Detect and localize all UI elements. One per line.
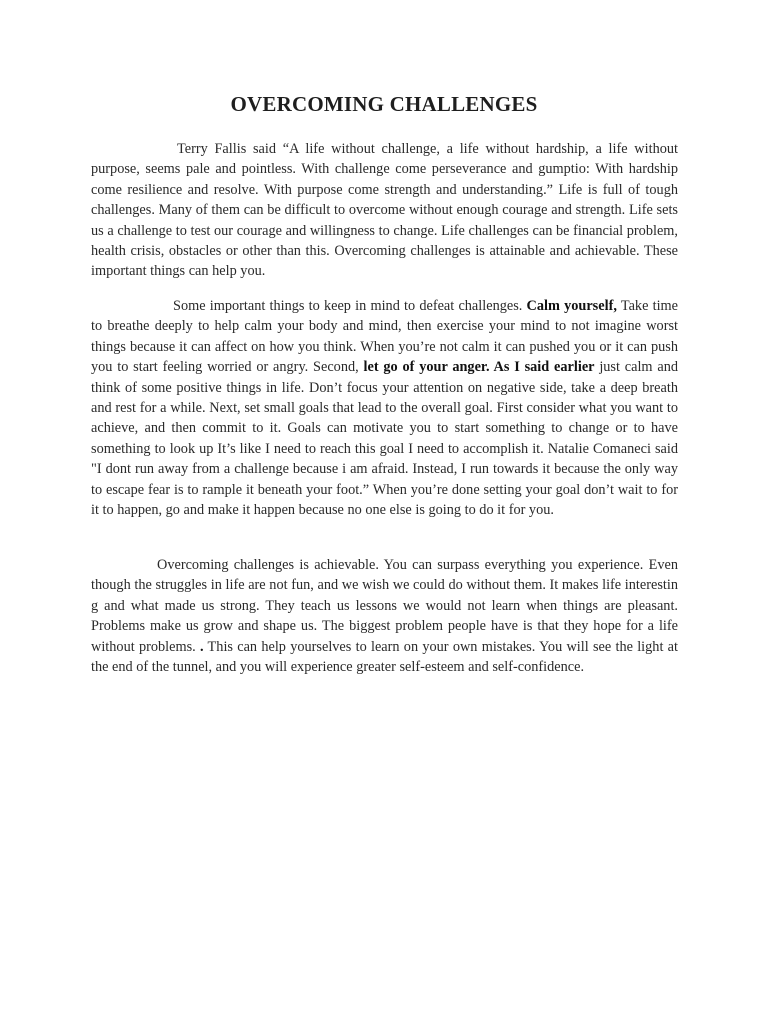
paragraph-3 <box>91 555 678 677</box>
paragraph-2-text-1: Some important things to keep in mind to defeat challenges. <box>173 298 527 314</box>
paragraph-3-bold-period: . <box>199 638 204 655</box>
paragraph-1-text: Terry Fallis said “A life without challenge, a life without hardship, a life without purpose, seems pale and pointless. With challenge come perseverance and gumptio: With hardship come resilience and resolve. With purpose come strength and understanding.” Life is full of tough challenges. Many of them can be difficult to overcome without enough courage and strength. Life sets us a challenge to test our courage and willingness to change. Life challenges can be financial problem, health crisis, obstacles or other than this. Overcoming challenges is attainable and achievable. These important things can help you. <box>91 141 678 280</box>
paragraph-2-text-2: Take time to breathe deeply to help calm your body and mind, then exercise your mind to not imagine worst things because it can affect on how you think. When you’re not calm it can pushed you or it can push you to start feeling worried or angry. Second, <box>91 298 679 376</box>
document-title: OVERCOMING CHALLENGES <box>230 92 538 116</box>
paragraph-1 <box>91 139 678 282</box>
paragraph-3-text-2: This can help yourselves to learn on your own mistakes. You will see the light at the end of the tunnel, and you will experience greater self-esteem and self-confidence. <box>91 638 678 676</box>
paragraph-2-bold-let-go: let go of your anger. As I said earlier <box>363 359 595 376</box>
paragraph-2-bold-calm-yourself: Calm yourself, <box>526 298 617 314</box>
paragraph-3-text-1: Overcoming challenges is achievable. You can surpass everything you experience. Even though the struggles in life are not fun, and we wish we could do without them. It makes life interestin g and what made us strong. They teach us lessons we would not learn when things are pleasant. Problems make us grow and shape us. The biggest problem people have is that they hope for a life without problems. <box>91 557 678 655</box>
paragraph-2 <box>91 296 678 520</box>
paragraph-2-text-3: just calm and think of some positive things in life. Don’t focus your attention on negative side, take a deep breath and rest for a while. Next, set small goals that lead to the overall goal. First consider what you want to achieve, and then commit to it. Goals can motivate you to start something to change or to have something to look up It’s like I need to reach this goal I need to accomplish it. Natalie Comaneci said "I dont run away from a challenge because i am afraid. Instead, I run towards it because the only way to escape fear is to rample it beneath your foot.” When you’re done setting your goal don’t wait to for it to happen, go and make it happen because no one else is going to do it for you. <box>91 359 678 519</box>
